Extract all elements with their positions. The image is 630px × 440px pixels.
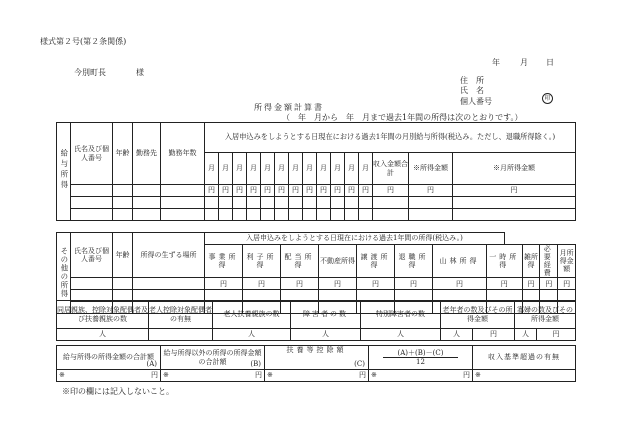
salary-monthly-header: 入居申込みをしようとする日現在における過去1年間の月別給与所得(税込み。ただし、退職所得除く。): [205, 123, 576, 153]
yen-cell: 円: [522, 278, 540, 290]
type-forest: 山林所得: [433, 245, 487, 278]
yen-cell: 円: [289, 185, 303, 197]
month-cell: 月: [317, 153, 331, 185]
salary-income-table: [56, 122, 576, 221]
yen-cell: 円: [395, 278, 433, 290]
type-dividend: 配当所得: [281, 245, 319, 278]
mark-cell: ※: [267, 371, 273, 379]
yen-cell: 円: [233, 185, 247, 197]
other-name-header: 氏名及び個人番号: [71, 233, 113, 278]
yen-cell: 円: [281, 278, 319, 290]
period-line: （ 年 月から 年 月まで過去1年間の所得は次のとおりです。）: [282, 113, 523, 122]
seal-icon: 印: [542, 93, 553, 104]
yen-cell: 円: [487, 278, 523, 290]
special-disabled-header: 特別障害者の数: [361, 301, 441, 329]
applicant-number-label: 個人番号: [460, 97, 492, 106]
month-cell: 月: [261, 153, 275, 185]
disabled-header: 障害者の数: [291, 301, 361, 329]
type-interest: 利子所得: [243, 245, 281, 278]
yen-cell: 円: [540, 278, 558, 290]
other-monthly-header: 月所得金額: [558, 245, 576, 278]
elderly-dependent-header: 老人扶養親族の数: [213, 301, 291, 329]
person-cell: 人: [441, 329, 473, 341]
salary-monthly-amount-header: ※月所得金額: [453, 153, 576, 185]
formula-cell: [369, 346, 473, 370]
yen-cell: 円: [373, 185, 409, 197]
type-business: 事業所得: [205, 245, 243, 278]
salary-workplace-header: 勤務先: [133, 123, 161, 185]
salary-side-label: 給与所得: [57, 123, 71, 221]
form-id: 様式第２号(第２条関係): [40, 37, 127, 46]
salary-years-header: 勤務年数: [161, 123, 205, 185]
mark-cell: ※: [163, 371, 169, 379]
applicant-address-label: 住 所: [460, 76, 484, 85]
yen-cell: 円: [558, 278, 576, 290]
date-day: 日: [546, 58, 554, 67]
yen-cell: 円: [205, 278, 243, 290]
yen-cell: 円: [359, 185, 373, 197]
applicant-name-label: [460, 85, 484, 96]
other-expense-header: 必要経費: [540, 245, 558, 278]
yen-cell: 円: [303, 185, 317, 197]
yen-cell: 円: [473, 329, 515, 341]
yen-cell: 円: [247, 185, 261, 197]
summary-table: [56, 345, 576, 382]
mark-cell: ※: [475, 371, 481, 379]
month-cell: 月: [247, 153, 261, 185]
yen-cell: 円: [243, 278, 281, 290]
person-cell: 人: [213, 329, 291, 341]
yen-cell: 円: [255, 371, 262, 379]
seal-mark: [536, 85, 553, 104]
label-a: (A): [146, 359, 157, 368]
yen-cell: 円: [357, 278, 395, 290]
footnote: ※印の欄には記入しないこと。: [62, 387, 174, 396]
person-cell: 人: [57, 329, 149, 341]
yen-cell: 円: [205, 185, 219, 197]
month-cell: 月: [275, 153, 289, 185]
yen-cell: 円: [453, 185, 576, 197]
addressee-name: 今別町長: [74, 68, 106, 77]
other-age-header: 年齢: [113, 233, 133, 278]
deduction-table: [56, 300, 576, 341]
yen-cell: 円: [331, 185, 345, 197]
yen-cell: 円: [359, 371, 366, 379]
applicant-name-text: 氏 名: [460, 86, 484, 95]
salary-total-header: 収入金額合計: [373, 153, 409, 185]
type-transfer: 譲渡所得: [357, 245, 395, 278]
date-year: 年: [492, 58, 500, 67]
other-top-header: 入居申込みをしようとする日現在における過去1年間の所得(税込み。): [205, 233, 505, 245]
form-title: 所得金額計算書: [254, 103, 324, 112]
spouse-count-header: 同居親族、控除対象配偶者及び扶養親族の数: [57, 301, 149, 329]
person-cell: 人: [361, 329, 441, 341]
limit-header: 収入基準超過の有無: [473, 346, 576, 370]
month-cell: 月: [289, 153, 303, 185]
mark-cell: ※: [371, 371, 377, 379]
yen-cell: 円: [219, 185, 233, 197]
addressee-honorific: 様: [136, 68, 144, 77]
salary-name-header: 氏名及び個人番号: [71, 123, 113, 185]
type-retirement: 退職所得: [395, 245, 433, 278]
label-b: (B): [250, 359, 261, 368]
month-cell: 月: [359, 153, 373, 185]
month-cell: 月: [205, 153, 219, 185]
person-cell: 人: [515, 329, 537, 341]
widow-header: 寡婦の数及びその所得金額: [515, 301, 576, 329]
type-misc: 雑所得: [522, 245, 540, 278]
salary-income-header: ※所得金額: [409, 153, 453, 185]
other-side-label: その他の所得: [57, 233, 71, 314]
date-month: 月: [520, 58, 528, 67]
total-b-header: 給与所得以外の所得の所得金額の合計額 (B): [161, 346, 265, 370]
formula-numerator: (A)＋(B)－(C): [383, 349, 458, 358]
yen-cell: 円: [345, 185, 359, 197]
yen-cell: 円: [463, 371, 470, 379]
type-temporary: 一時所得: [487, 245, 523, 278]
total-a-header: 給与所得の所得金額の合計額 (A): [57, 346, 161, 370]
month-cell: 月: [303, 153, 317, 185]
yen-cell: 円: [275, 185, 289, 197]
deduction-c-header: 扶養等控除額 (C): [265, 346, 369, 370]
yen-cell: 円: [151, 371, 158, 379]
formula-divisor: 12: [416, 358, 425, 366]
month-cell: 月: [233, 153, 247, 185]
yen-cell: 円: [433, 278, 487, 290]
mark-cell: ※: [59, 371, 65, 379]
yen-cell: 円: [319, 278, 357, 290]
salary-age-header: 年齢: [113, 123, 133, 185]
month-cell: 月: [345, 153, 359, 185]
yen-cell: 円: [317, 185, 331, 197]
elderly-spouse-header: 老人控除対象配偶者の有無: [149, 301, 213, 329]
month-cell: 月: [219, 153, 233, 185]
type-realestate: 不動産所得: [319, 245, 357, 278]
yen-cell: 円: [537, 329, 576, 341]
other-place-header: 所得の生ずる場所: [133, 233, 205, 278]
yen-cell: 円: [261, 185, 275, 197]
yen-cell: 円: [409, 185, 453, 197]
person-cell: 人: [291, 329, 361, 341]
label-c: (C): [354, 359, 365, 368]
senior-header: 老年者の数及びその所得金額: [441, 301, 515, 329]
month-cell: 月: [331, 153, 345, 185]
